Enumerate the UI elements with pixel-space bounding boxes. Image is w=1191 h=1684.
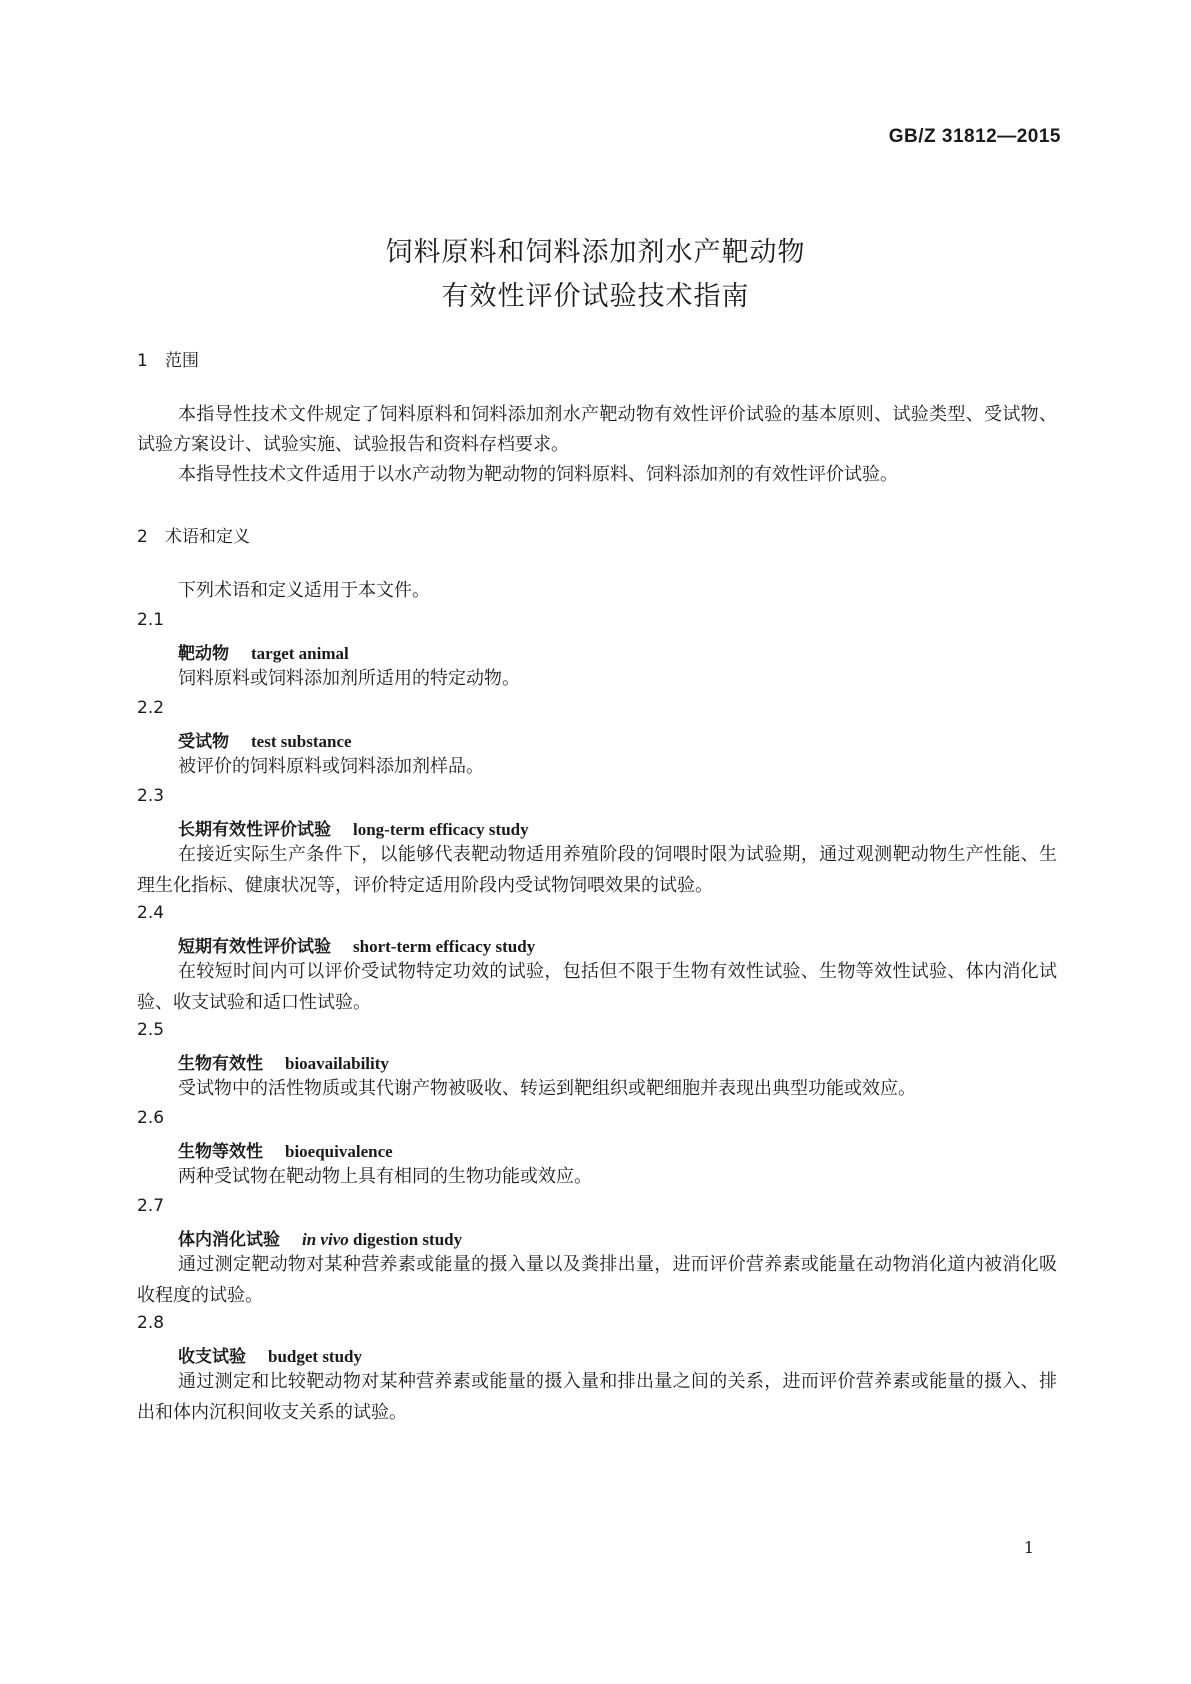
term-heading (178, 1137, 393, 1162)
term-english-rest: digestion study (353, 1230, 463, 1249)
page-number: 1 (1023, 1538, 1034, 1557)
term-english-italic: in vivo (302, 1230, 349, 1249)
term-number: 2.3 (137, 786, 165, 806)
term-definition: 饲料原料或饲料添加剂所适用的特定动物。 (178, 668, 520, 689)
term-number: 2.7 (137, 1196, 165, 1216)
section-2-intro: 下列术语和定义适用于本文件。 (178, 580, 430, 601)
term-english (302, 1230, 462, 1249)
term-definition: 通过测定和比较靶动物对某种营养素或能量的摄入量和排出量之间的关系，进而评价营养素或能量的摄入、排出和体内沉积间收支关系的试验。 (137, 1371, 1057, 1423)
section-number: 2 (137, 527, 148, 547)
term-chinese: 体内消化试验 (178, 1230, 280, 1250)
term-heading (178, 1342, 362, 1367)
term-definition: 在较短时间内可以评价受试物特定功效的试验，包括但不限于生物有效性试验、生物等效性试验、体内消化试验、收支试验和适口性试验。 (137, 961, 1057, 1013)
section-number: 1 (137, 351, 148, 371)
document-title-line1: 饲料原料和饲料添加剂水产靶动物 (385, 237, 806, 268)
term-number: 2.8 (137, 1313, 165, 1333)
term-english: target animal (251, 644, 349, 663)
term-chinese: 长期有效性评价试验 (178, 820, 331, 840)
term-english: bioavailability (285, 1054, 389, 1073)
term-chinese: 受试物 (178, 732, 229, 752)
term-definition: 两种受试物在靶动物上具有相同的生物功能或效应。 (178, 1166, 592, 1187)
term-number: 2.2 (137, 698, 165, 718)
section-2-heading (137, 522, 250, 547)
section-1-paragraph-1: 本指导性技术文件规定了饲料原料和饲料添加剂水产靶动物有效性评价试验的基本原则、试验类型、受试物、试验方案设计、试验实施、试验报告和资料存档要求。 (137, 404, 1057, 455)
term-english: test substance (251, 732, 352, 751)
term-definition: 在接近实际生产条件下，以能够代表靶动物适用养殖阶段的饲喂时限为试验期，通过观测靶动物生产性能、生理生化指标、健康状况等，评价特定适用阶段内受试物饲喂效果的试验。 (137, 844, 1057, 896)
term-heading (178, 815, 529, 840)
term-number: 2.4 (137, 903, 165, 923)
section-title: 范围 (165, 351, 199, 371)
term-english: short-term efficacy study (353, 937, 536, 956)
section-title: 术语和定义 (165, 527, 250, 547)
document-title-line2: 有效性评价试验技术指南 (441, 281, 750, 312)
section-1-heading (137, 346, 199, 371)
term-chinese: 生物等效性 (178, 1142, 263, 1162)
section-1-paragraph-2: 本指导性技术文件适用于以水产动物为靶动物的饲料原料、饲料添加剂的有效性评价试验。 (178, 464, 898, 485)
term-chinese: 生物有效性 (178, 1054, 263, 1074)
term-heading (178, 1049, 389, 1074)
term-definition: 受试物中的活性物质或其代谢产物被吸收、转运到靶组织或靶细胞并表现出典型功能或效应。 (178, 1078, 916, 1099)
term-chinese: 收支试验 (178, 1347, 246, 1367)
term-heading (178, 1225, 462, 1250)
term-heading (178, 639, 349, 664)
term-definition: 被评价的饲料原料或饲料添加剂样品。 (178, 756, 484, 777)
term-heading (178, 932, 535, 957)
term-number: 2.5 (137, 1020, 165, 1040)
term-english: bioequivalence (285, 1142, 393, 1161)
term-chinese: 短期有效性评价试验 (178, 937, 331, 957)
term-heading (178, 727, 352, 752)
term-number: 2.1 (137, 610, 165, 630)
standard-code: GB/Z 31812—2015 (888, 126, 1061, 147)
term-english: long-term efficacy study (353, 820, 529, 839)
term-number: 2.6 (137, 1108, 165, 1128)
term-chinese: 靶动物 (178, 644, 229, 664)
term-definition: 通过测定靶动物对某种营养素或能量的摄入量以及粪排出量，进而评价营养素或能量在动物消化道内被消化吸收程度的试验。 (137, 1254, 1057, 1306)
term-english: budget study (268, 1347, 363, 1366)
